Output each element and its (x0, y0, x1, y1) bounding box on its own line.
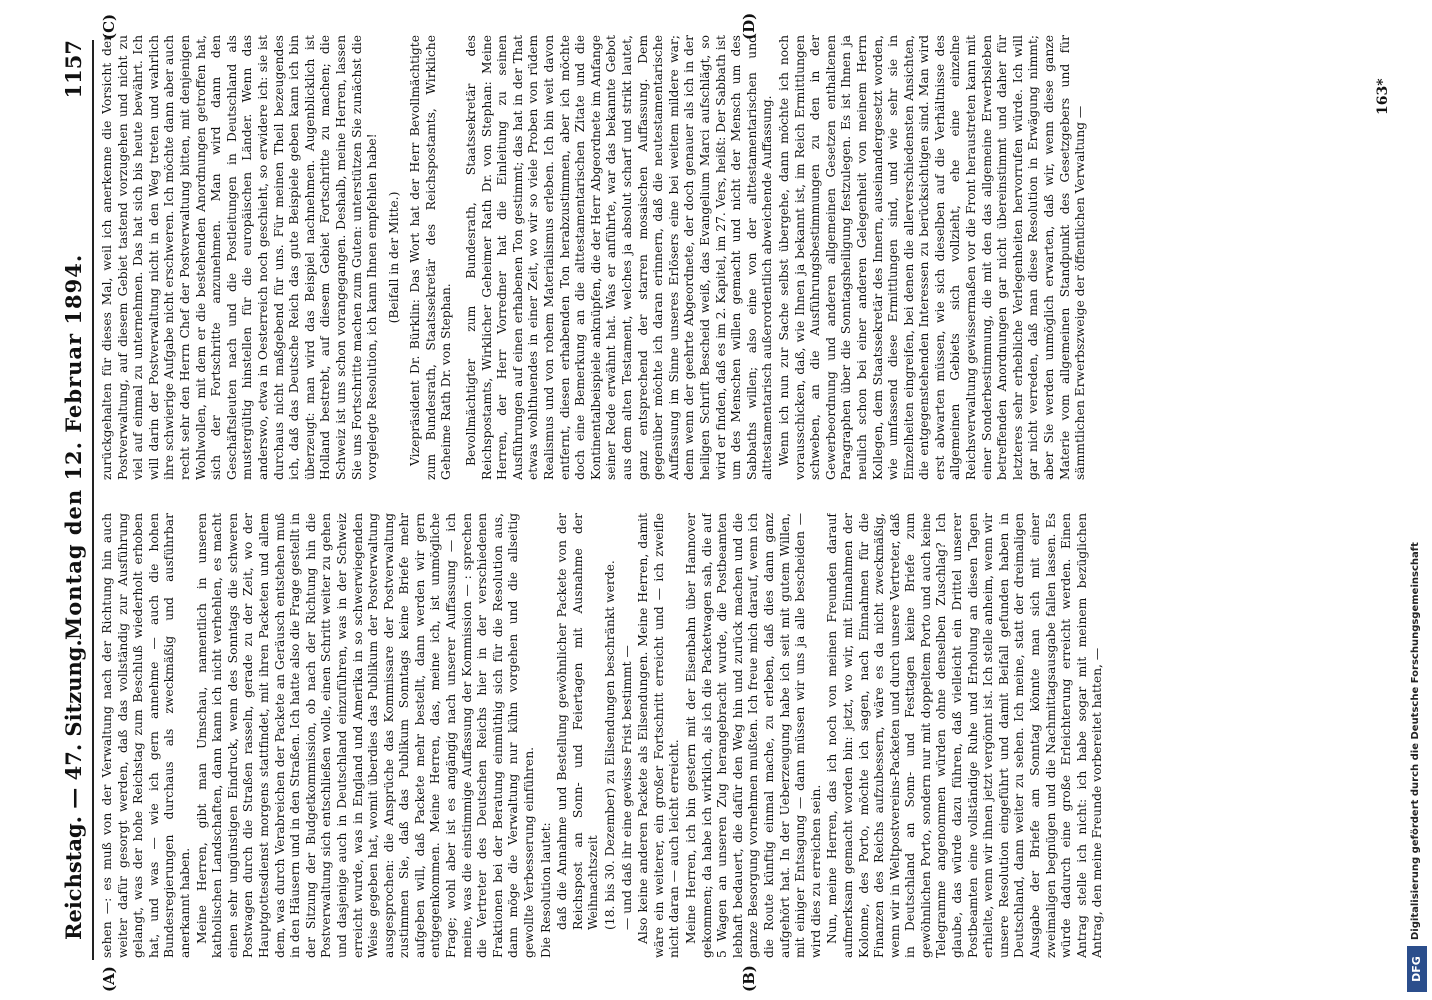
running-header (58, 40, 94, 960)
resolution-text: — und daß ihr eine gewisse Frist bestimmt — (619, 645, 634, 930)
paragraph: Meine Herren, ich bin gestern mit der Eisenbahn über Hannover gekommen; da habe ich wirklich, als ich die Packetwagen sah, die auf 5 Wagen an unseren Zug herangebracht wurde, die Postbeamten lebhaft bedauert, die dafür den Weg hin und zurück machen und die ganze Besorgung vornehmen mußten. Ich freue mich darauf, wenn ich die Route künftig einmal mache, zu erleben, daß dies dann ganz aufgehört hat. In der Ueberzeugung habe ich seit mit gutem Willen, mit einiger Entsagung — dann müssen wir uns ja alle bescheiden — wird dies zu erreichen sein. (683, 513, 823, 958)
resolution-text: (18. bis 30. Dezember) zu Eilsendungen beschränkt werde. (603, 560, 617, 930)
dfg-text: Digitalisierung gefördert durch die Deutsche Forschungsgemeinschaft (1410, 542, 1421, 940)
speech-paragraph: Wenn ich nun zur Sache selbst übergehe, dann möchte ich noch vorausschicken, daß, wie Ihnen ja bekannt ist, im Reich Ermittlungen schweben, an die Ausführungsbestimmungen zu den in der Gewerbeordnung und anderen allgemeinen Gesetzen enthaltenen Paragraphen über die Sonntagsheiligung festzulegen. Es ist Ihnen ja neulich schon bei einer anderen Gelegenheit von meinem Herrn Kollegen, dem Staatssekretär des Innern, auseinandergesetzt worden, wie umfassend diese Ermittlungen sind, und wie sehr sie in Einzelheiten eingreifen, bei denen die allerverschiedensten Ansichten, die entgegenstehenden Interessen zu berücksichtigen sind. Man wird erst abwarten müssen, wie sich dieselben auf die Verhältnisse des allgemeinen Gebiets sich vollzieht, ehe eine einzelne Reichsverwaltung gewissermaßen vor die Front heraustreten kann mit einer Sonderbestimmung, die mit den das allgemeine Erwerbsleben betreffenden Anordnungen gar nicht übereinstimmt und daher für letzteres sehr erhebliche Verlegenheiten hervorrufen würde. Ich will gar nicht verreden, daß man diese Resolution in Erwägung nimmt; aber Sie werden unmöglich erwarten, daß wir, wenn diese ganze Materie vom allgemeinen Standpunkt des Gesetzgebers und für sämmtlichen Erwerbszweige der öffentlichen Verwaltung — (776, 35, 1088, 480)
margin-marker-d: (D) (740, 12, 758, 40)
paragraph: sehen —: es muß von der Verwaltung nach der Richtung hin auch weiter dafür gesorgt werden, daß das vollständig zur Ausführung gelangt, was der hohe Reichstag zum Beschluß wiederholt erhoben hat, und was — wie ich gern annehme — auch die hohen Bundesregierungen durchaus als zweckmäßig und ausführbar anerkannt haben. (100, 513, 192, 958)
left-column (100, 513, 1390, 958)
paragraph: Nun, meine Herren, das ich noch von meinen Freunden darauf aufmerksam gemacht worden bin: jetzt, wo wir, mit Einnahmen der Kolonne, des Porto, möchte ich sagen, nach Einnahmen für die Finanzen des Reichs aufzubessern, wäre es da nicht zweckmäßig, wenn wir in Weltpostvereins-Packeten und durch unsere Vertreter, daß in Deutschland an Sonn- und Festtagen keine Briefe zum gewöhnlichen Porto, sondern nur mit doppeltem Porto und auch keine Telegramme angenommen würden ohne denselben Zuschlag? Ich glaube, das würde dazu führen, daß vielleicht ein Drittel unserer Postbeamten eine vollständige Ruhe und Erholung an diesen Tagen erhielte, wenn wir ihnen jetzt vergönnt ist. Ich stelle anheim, wenn wir unsere Resolution eingeführt und damit Beifall gefunden haben in Deutschland, dann weiter zu sehen. Ich meine, statt der dreimaligen Ausgabe der Briefe am Sonntag könnte man sich mit einer zweimaligen begnügen und die Nachmittagsausgabe fallen lassen. Es würde dadurch eine große Erleichterung erreicht werden. Einen Antrag stelle ich nicht: ich habe sogar mit meinem bezüglichen Antrag, den meine Freunde vorbereitet hatten, — (825, 513, 1105, 958)
dfg-attribution (1405, 0, 1432, 1000)
dfg-logo: DFG (1407, 946, 1427, 992)
page-number: 1157 (61, 40, 86, 99)
margin-marker-c: (C) (100, 13, 118, 40)
header-session: Reichstag. — 47. Sitzung. (61, 639, 86, 940)
paragraph: zurückgehalten für dieses Mal, weil ich anerkenne die Vorsicht der Postverwaltung, auf diesem Gebiet tastend vorzugehen und nicht zu viel auf einmal zu unternehmen. Das hat sich bis heute bewährt. Ich will darin der Postverwaltung nicht in den Weg treten und wahrlich ihre schwierige Aufgabe nicht erschweren. Ich möchte dann aber auch recht sehr den Herrn Chef der Postverwaltung bitten, mit denjenigen Wohlwollen, mit dem er die bestehenden Anordnungen getroffen hat, sich der Fortschritte anzunehmen. Man wird dann den Geschäftsleuten nach und die Postleitungen in Deutschland als mustergültig hinstellen für die europäischen Länder. Wenn das anderswo, etwa in Oesterreich noch geschieht, so erwidere ich: sie ist durchaus nicht maßgebend für uns. Für meinen Theil bezeugendes ich, daß das Deutsche Reich das gute Beispiele geben kann ich bin überzeugt: man wird das Beispiel nachnehmen. Augenblicklich ist Holland bestrebt, auf diesem Gebiet Fortschritte zu machen; die Schweiz ist uns schon vorangegangen. Deshalb, meine Herren, lassen Sie uns Fortschritte machen zum Guten: unterstützen Sie zunächst die vorgelegte Resolution, ich kann Ihnen empfehlen habe! (100, 35, 380, 480)
speaker-announcement: Vizepräsident Dr. Bürklin: Das Wort hat der Herr Bevollmächtigte zum Bundesrath, Staatssekretär des Reichspostamts, Wirkliche Geheime Rath Dr. von Stephan. (408, 35, 454, 480)
resolution-text: daß die Annahme und Bestellung gewöhnlicher Packete von der Reichspost an Sonn- und Feiertagen mit Ausnahme der Weihnachtszeit (555, 513, 601, 930)
right-column (100, 35, 1390, 480)
header-date: Montag den 12. Februar 1894. (61, 253, 86, 640)
applause-note: (Beifall in der Mitte.) (386, 191, 401, 324)
margin-marker-b: (B) (740, 965, 758, 992)
paragraph: Die Resolution lautet: (538, 822, 553, 958)
paragraph: Also keine anderen Packete als Eilsendungen. Meine Herren, damit wäre ein weiterer, ein großer Fortschritt erreicht und — ich zweifle nicht daran — auch leicht erreicht. (636, 513, 682, 958)
speech-paragraph: Bevollmächtigter zum Bundesrath, Staatssekretär des Reichspostamts, Wirklicher Geheimer Rath Dr. von Stephan: Meine Herren, der Herr Vorredner hat die Einleitung zu seinen Ausführungen auf einen erhabenen Ton gestimmt; das hat in der That etwas wohlthuendes in einer Zeit, wo wir so viele Proben von rüdem Realismus und von rohem Materialismus erleben. Ich bin weit davon entfernt, diesen erhabenden Ton herabzustimmen, aber ich möchte doch eine Bemerkung an die alttestamentarischen Zitate und die Kontinentalbeispiele anknüpfen, die der Herr Abgeordnete im Anfange seiner Rede erwähnt hat. Was er anführte, war das bekannte Gebot aus dem alten Testament, welches ja absolut scharf und strikt lautet, ganz entsprechend der starren mosaischen Auffassung. Dem gegenüber möchte ich daran erinnern, daß die neutestamentarische Auffassung im Sinne unseres Erlösers eine bei weitem mildere war; denn wenn der geehrte Abgeordnete, der doch genauer als ich in der heiligen Schrift Bescheid weiß, das Evangelium Marci aufschlägt, so wird er finden, daß es im 2. Kapitel, im 27. Vers, heißt: Der Sabbath ist um des Menschen willen gemacht und nicht der Mensch um des Sabbaths willen; also eine von der alttestamentarischen und alttestamentarisch außerordentlich abweichende Auffassung. (464, 35, 775, 480)
paragraph: Meine Herren, gibt man Umschau, namentlich in unseren katholischen Landschaften, dann kann ich nicht verhehlen, es macht einen sehr ungünstigen Eindruck, wenn des Sonntags die schweren Postwagen durch die Straßen rasseln, gerade zu der Zeit, wo der Hauptgottesdienst morgens stattfindet, mit ihren Packeten und allem dem, was durch Verabreichen der Packete an Geräusch entstehen muß in den Häusern und in den Straßen. Ich hatte also die Frage gestellt in der Sitzung der Budgetkommission, ob nach der Richtung hin die Postverwaltung sich entschließen wolle, einen Schritt weiter zu gehen und dasjenige auch in Deutschland einzuführen, was in der Schweiz erreicht wurde, was in England und Amerika in so schwerwiegenden Weise gegeben hat, womit überdies das Publikum der Postverwaltung ausgesprochen: die Ansprüche das Kommissare der Postverwaltung zustimmen Sie, daß das Publikum Sonntags keine Briefe mehr aufgeben will, daß Packete mehr bestellt, dann werden wir gern entgegenkommen. Meine Herren, das, meine ich, ist unmögliche Frage; wohl aber ist es angängig nach unserer Auffassung — ich meine, was die einstimmige Auffassung der Kommission — : sprechen die Vertreter des Deutschen Reichs hier in der verschiedenen Fraktionen bei der Beratung einmüthig sich für die Resolution aus, dann möge die Verwaltung nur kühn vorgehen und die allseitig gewollte Verbesserung einführen. (194, 513, 537, 958)
footer-sheet-number: 163* (1375, 78, 1391, 115)
margin-marker-a: (A) (100, 966, 118, 992)
